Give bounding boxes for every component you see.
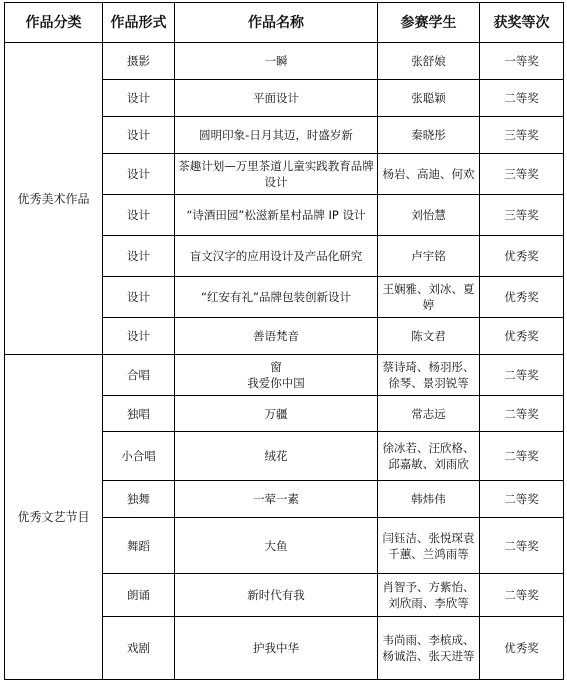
award-cell: 三等奖 (480, 195, 564, 236)
form-cell: 独舞 (103, 481, 175, 518)
students-cell: 韩炜伟 (378, 481, 480, 518)
header-form: 作品形式 (103, 3, 175, 43)
title-cell: 一瞬 (175, 43, 378, 80)
students-cell: 张舒娘 (378, 43, 480, 80)
title-cell: 护我中华 (175, 617, 378, 680)
title-cell: 大鱼 (175, 518, 378, 574)
table-row (5, 43, 564, 80)
form-cell: 合唱 (103, 355, 175, 396)
title-cell: 新时代有我 (175, 574, 378, 617)
form-cell: 摄影 (103, 43, 175, 80)
students-cell: 刘怡慧 (378, 195, 480, 236)
form-cell: 设计 (103, 195, 175, 236)
award-cell: 二等奖 (480, 80, 564, 117)
award-cell: 二等奖 (480, 574, 564, 617)
form-cell: 设计 (103, 236, 175, 277)
award-cell: 二等奖 (480, 432, 564, 481)
header-students: 参赛学生 (378, 3, 480, 43)
title-cell: 窗 我爱你中国 (175, 355, 378, 396)
students-cell: 肖智予、方紫怡、刘欣雨、李欣等 (378, 574, 480, 617)
title-cell: 平面设计 (175, 80, 378, 117)
students-cell: 王娴雅、刘冰、夏婷 (378, 277, 480, 318)
header-award: 获奖等次 (480, 3, 564, 43)
award-cell: 优秀奖 (480, 617, 564, 680)
form-cell: 戏剧 (103, 617, 175, 680)
award-cell: 三等奖 (480, 154, 564, 195)
category-cell: 优秀美术作品 (5, 43, 103, 355)
header-row (5, 3, 564, 43)
form-cell: 设计 (103, 318, 175, 355)
title-cell: 善语梵音 (175, 318, 378, 355)
award-cell: 三等奖 (480, 117, 564, 154)
category-cell: 优秀文艺节目 (5, 355, 103, 680)
header-category: 作品分类 (5, 3, 103, 43)
award-cell: 二等奖 (480, 355, 564, 396)
title-cell: 一荤一素 (175, 481, 378, 518)
students-cell: 徐冰若、汪欣格、邱嘉敏、刘雨欣 (378, 432, 480, 481)
form-cell: 舞蹈 (103, 518, 175, 574)
students-cell: 秦晓彤 (378, 117, 480, 154)
award-cell: 优秀奖 (480, 236, 564, 277)
form-cell: 设计 (103, 277, 175, 318)
form-cell: 小合唱 (103, 432, 175, 481)
students-cell: 韦尚雨、李槟成、杨诚浩、张天进等 (378, 617, 480, 680)
award-cell: 优秀奖 (480, 277, 564, 318)
title-cell: “诗酒田园”松滋新星村品牌 IP 设计 (175, 195, 378, 236)
students-cell: 陈文君 (378, 318, 480, 355)
students-cell: 蔡诗琦、杨羽彤、徐琴、景羽锐等 (378, 355, 480, 396)
awards-table (4, 2, 564, 680)
form-cell: 朗诵 (103, 574, 175, 617)
students-cell: 张聪颖 (378, 80, 480, 117)
award-cell: 二等奖 (480, 396, 564, 432)
form-cell: 设计 (103, 117, 175, 154)
table-row (5, 355, 564, 396)
title-cell: 茶趣计划—万里茶道儿童实践教育品牌设计 (175, 154, 378, 195)
award-cell: 二等奖 (480, 518, 564, 574)
students-cell: 卢宇铭 (378, 236, 480, 277)
title-cell: 圆明印象-日月其迈，时盛岁新 (175, 117, 378, 154)
award-cell: 优秀奖 (480, 318, 564, 355)
award-cell: 一等奖 (480, 43, 564, 80)
title-cell: “红安有礼”品牌包装创新设计 (175, 277, 378, 318)
form-cell: 独唱 (103, 396, 175, 432)
form-cell: 设计 (103, 154, 175, 195)
students-cell: 常志远 (378, 396, 480, 432)
header-title: 作品名称 (175, 3, 378, 43)
title-cell: 万疆 (175, 396, 378, 432)
students-cell: 闫钰洁、张悦琛袁千蕙、兰鸿雨等 (378, 518, 480, 574)
form-cell: 设计 (103, 80, 175, 117)
title-cell: 盲文汉字的应用设计及产品化研究 (175, 236, 378, 277)
students-cell: 杨岩、高迪、何欢 (378, 154, 480, 195)
title-cell: 绒花 (175, 432, 378, 481)
award-cell: 二等奖 (480, 481, 564, 518)
